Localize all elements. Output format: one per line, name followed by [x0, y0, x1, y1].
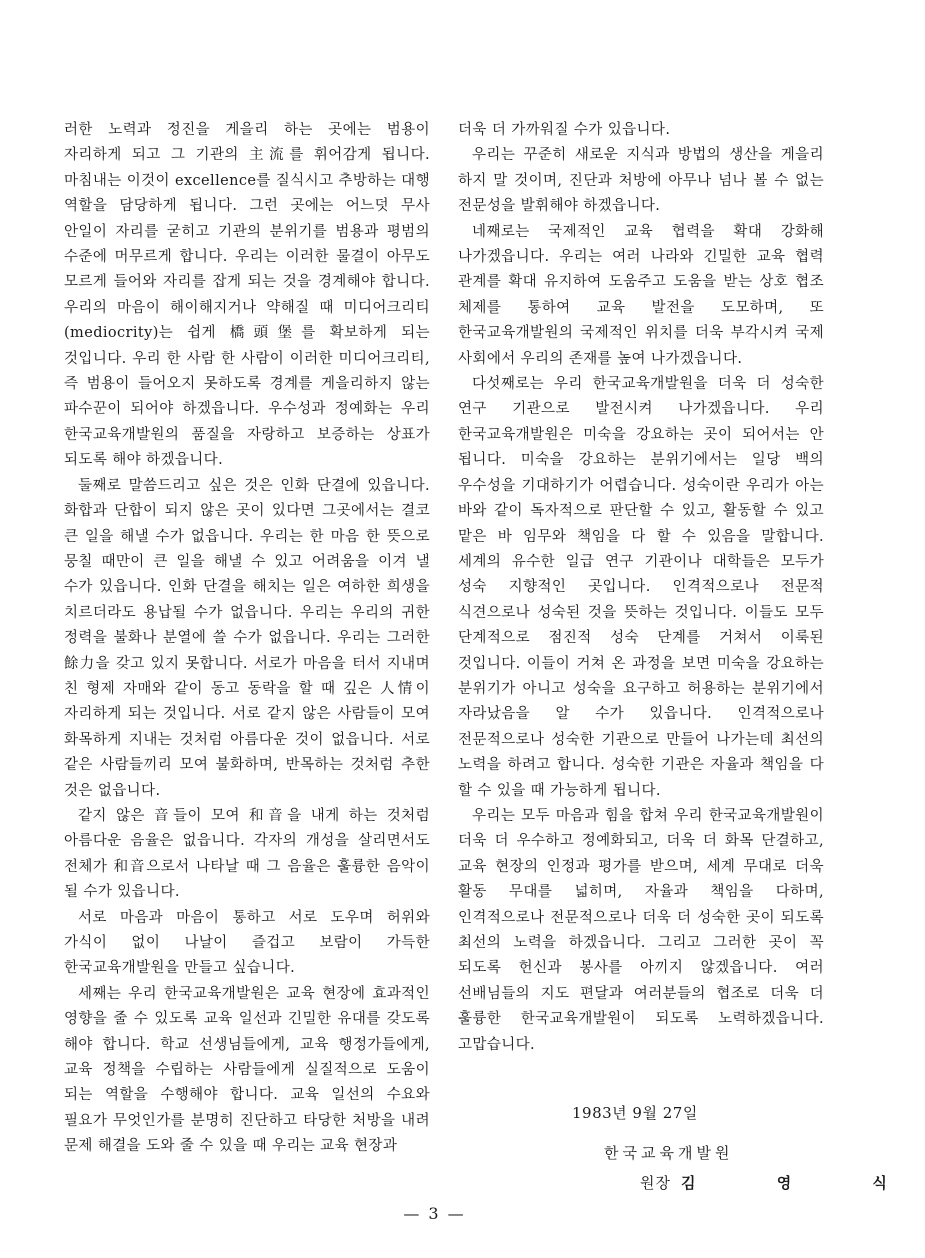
organization-name: 한국교육개발원 — [604, 1144, 734, 1162]
paragraph: 우리는 모두 마음과 힘을 합쳐 우리 한국교육개발원이 더욱 더 우수하고 정예화되고, 더욱 더 화목 단결하고, 교육 현장의 인정과 평가를 받으며, 세계 무대로 더욱 활동 무대를 넓히며, 자율과 책임을 다하며, 인격적으로나 전문적으로나 더욱 더 성숙한 곳이 되도록 최선의 노력을 하겠읍니다. 그리고 그러한 곳이 꼭 되도록 헌신과 봉사를 아끼지 않겠읍니다. 여러 선배님들의 지도 편달과 여러분들의 협조로 더욱 더 훌륭한 한국교육개발원이 되도록 노력하겠읍니다. 고맙습니다. — [458, 807, 824, 1053]
paragraph: 같지 않은 音들이 모여 和音을 내게 하는 것처럼 아름다운 음율은 없읍니다. 각자의 개성을 살리면서도 전체가 和音으로서 나타날 때 그 음율은 훌륭한 음악이 될 수가 있읍니다. — [64, 807, 430, 901]
left-column — [64, 118, 430, 1160]
page-number: — 3 — — [403, 1204, 466, 1223]
paragraph: 다섯째로는 우리 한국교육개발원을 더욱 더 성숙한 연구 기관으로 발전시켜 나가겠읍니다. 우리 한국교육개발원은 미숙을 강요하는 곳이 되어서는 안 됩니다. 미숙을 강요하는 분위기에서는 일당 백의 우수성을 기대하기가 어렵습니다. 성숙이란 우리가 아는 바와 같이 독자적으로 판단할 수 있고, 활동할 수 있고 맡은 바 임무와 책임을 다 할 수 있음을 말합니다. 세계의 유수한 일급 연구 기관이나 대학들은 모두가 성숙 지향적인 곳입니다. 인격적으로나 전문적 식견으로나 성숙된 것을 뜻하는 것입니다. 이들도 모두 단계적으로 점진적 성숙 단계를 거쳐서 이룩된 것입니다. 이들이 거쳐 온 과정을 보면 미숙을 강요하는 분위기가 아니고 성숙을 요구하고 허용하는 분위기에서 자라났음을 알 수가 있읍니다. 인격적으로나 전문적으로나 성숙한 기관으로 만들어 나가는데 최선의 노력을 하려고 합니다. 성숙한 기관은 자율과 책임을 다 할 수 있을 때 가능하게 됩니다. — [458, 376, 824, 799]
signatory-title: 원장 — [640, 1174, 671, 1192]
paragraph: 더욱 더 가까워질 수가 있읍니다. — [458, 122, 671, 138]
closing-date: 1983년 9월 27일 — [572, 1104, 698, 1122]
paragraph: 둘째로 말씀드리고 싶은 것은 인화 단결에 있읍니다. 화합과 단합이 되지 않은 곳이 있다면 그곳에서는 결코 큰 일을 해낼 수가 없읍니다. 우리는 한 마음 한 뜻으로 뭉칠 때만이 큰 일을 해낼 수 있고 어려움을 이겨 낼 수가 있읍니다. 인화 단결을 해치는 일은 여하한 희생을 치르더라도 용납될 수가 없읍니다. 우리는 우리의 귀한 정력을 불화나 분열에 쓸 수가 없읍니다. 우리는 그러한 餘力을 갖고 있지 못합니다. 서로가 마음을 터서 지내며 친 형제 자매와 같이 동고 동락을 할 때 깊은 人情이 자리하게 되는 것입니다. 서로 같지 않은 사람들이 모여 화목하게 지내는 것처럼 아름다운 것이 없읍니다. 서로 같은 사람들끼리 모여 불화하며, 반목하는 것처럼 추한 것은 없읍니다. — [64, 477, 430, 799]
signatory-name: 김 영 식 — [680, 1174, 925, 1192]
paragraph: 네째로는 국제적인 교육 협력을 확대 강화해 나가겠읍니다. 우리는 여러 나라와 긴밀한 교육 협력 관계를 확대 유지하여 도움주고 도움을 받는 상호 협조 체제를 통하여 교육 발전을 도모하며, 또 한국교육개발원의 국제적인 위치를 더욱 부각시켜 국제 사회에서 우리의 존재를 높여 나가겠읍니다. — [458, 223, 824, 367]
signature-line — [640, 1172, 925, 1193]
right-column — [458, 118, 824, 1058]
paragraph: 서로 마음과 마음이 통하고 서로 도우며 허위와 가식이 없이 나날이 즐겁고 보람이 가득한 한국교육개발원을 만들고 싶습니다. — [64, 909, 430, 977]
paragraph: 우리는 꾸준히 새로운 지식과 방법의 생산을 게을리 하지 말 것이며, 진단과 처방에 아무나 넘나 볼 수 없는 전문성을 발휘해야 하겠읍니다. — [458, 147, 824, 215]
paragraph: 러한 노력과 정진을 게을리 하는 곳에는 범용이 자리하게 되고 그 기관의 主流를 휘어감게 됩니다. 마침내는 이것이 excellence를 질식시고 추방하는 대행 역할을 담당하게 됩니다. 그런 곳에는 어느덧 무사 안일이 자리를 굳히고 기관의 분위기를 범용과 평범의 수준에 머무르게 합니다. 우리는 이러한 물결이 아무도 모르게 들어와 자리를 잡게 되는 것을 경계해야 합니다. 우리의 마음이 해이해지거나 약해질 때 미디어크리티(mediocrity)는 쉽게 橋頭堡를 확보하게 되는 것입니다. 우리 한 사람 한 사람이 이러한 미디어크리티, 즉 범용이 들어오지 못하도록 경계를 게을리하지 않는 파수꾼이 되어야 하겠읍니다. 우수성과 정예화는 우리 한국교육개발원의 품질을 자랑하고 보증하는 상표가 되도록 해야 하겠읍니다. — [64, 122, 430, 469]
paragraph: 세째는 우리 한국교육개발원은 교육 현장에 효과적인 영향을 줄 수 있도록 교육 일선과 긴밀한 유대를 갖도록 해야 합니다. 학교 선생님들에게, 교육 행정가들에게, 교육 정책을 수립하는 사람들에게 실질적으로 도움이 되는 역할을 수행해야 합니다. 교육 일선의 수요와 필요가 무엇인가를 분명히 진단하고 타당한 처방을 내려 문제 해결을 도와 줄 수 있을 때 우리는 교육 현장과 — [64, 985, 430, 1155]
